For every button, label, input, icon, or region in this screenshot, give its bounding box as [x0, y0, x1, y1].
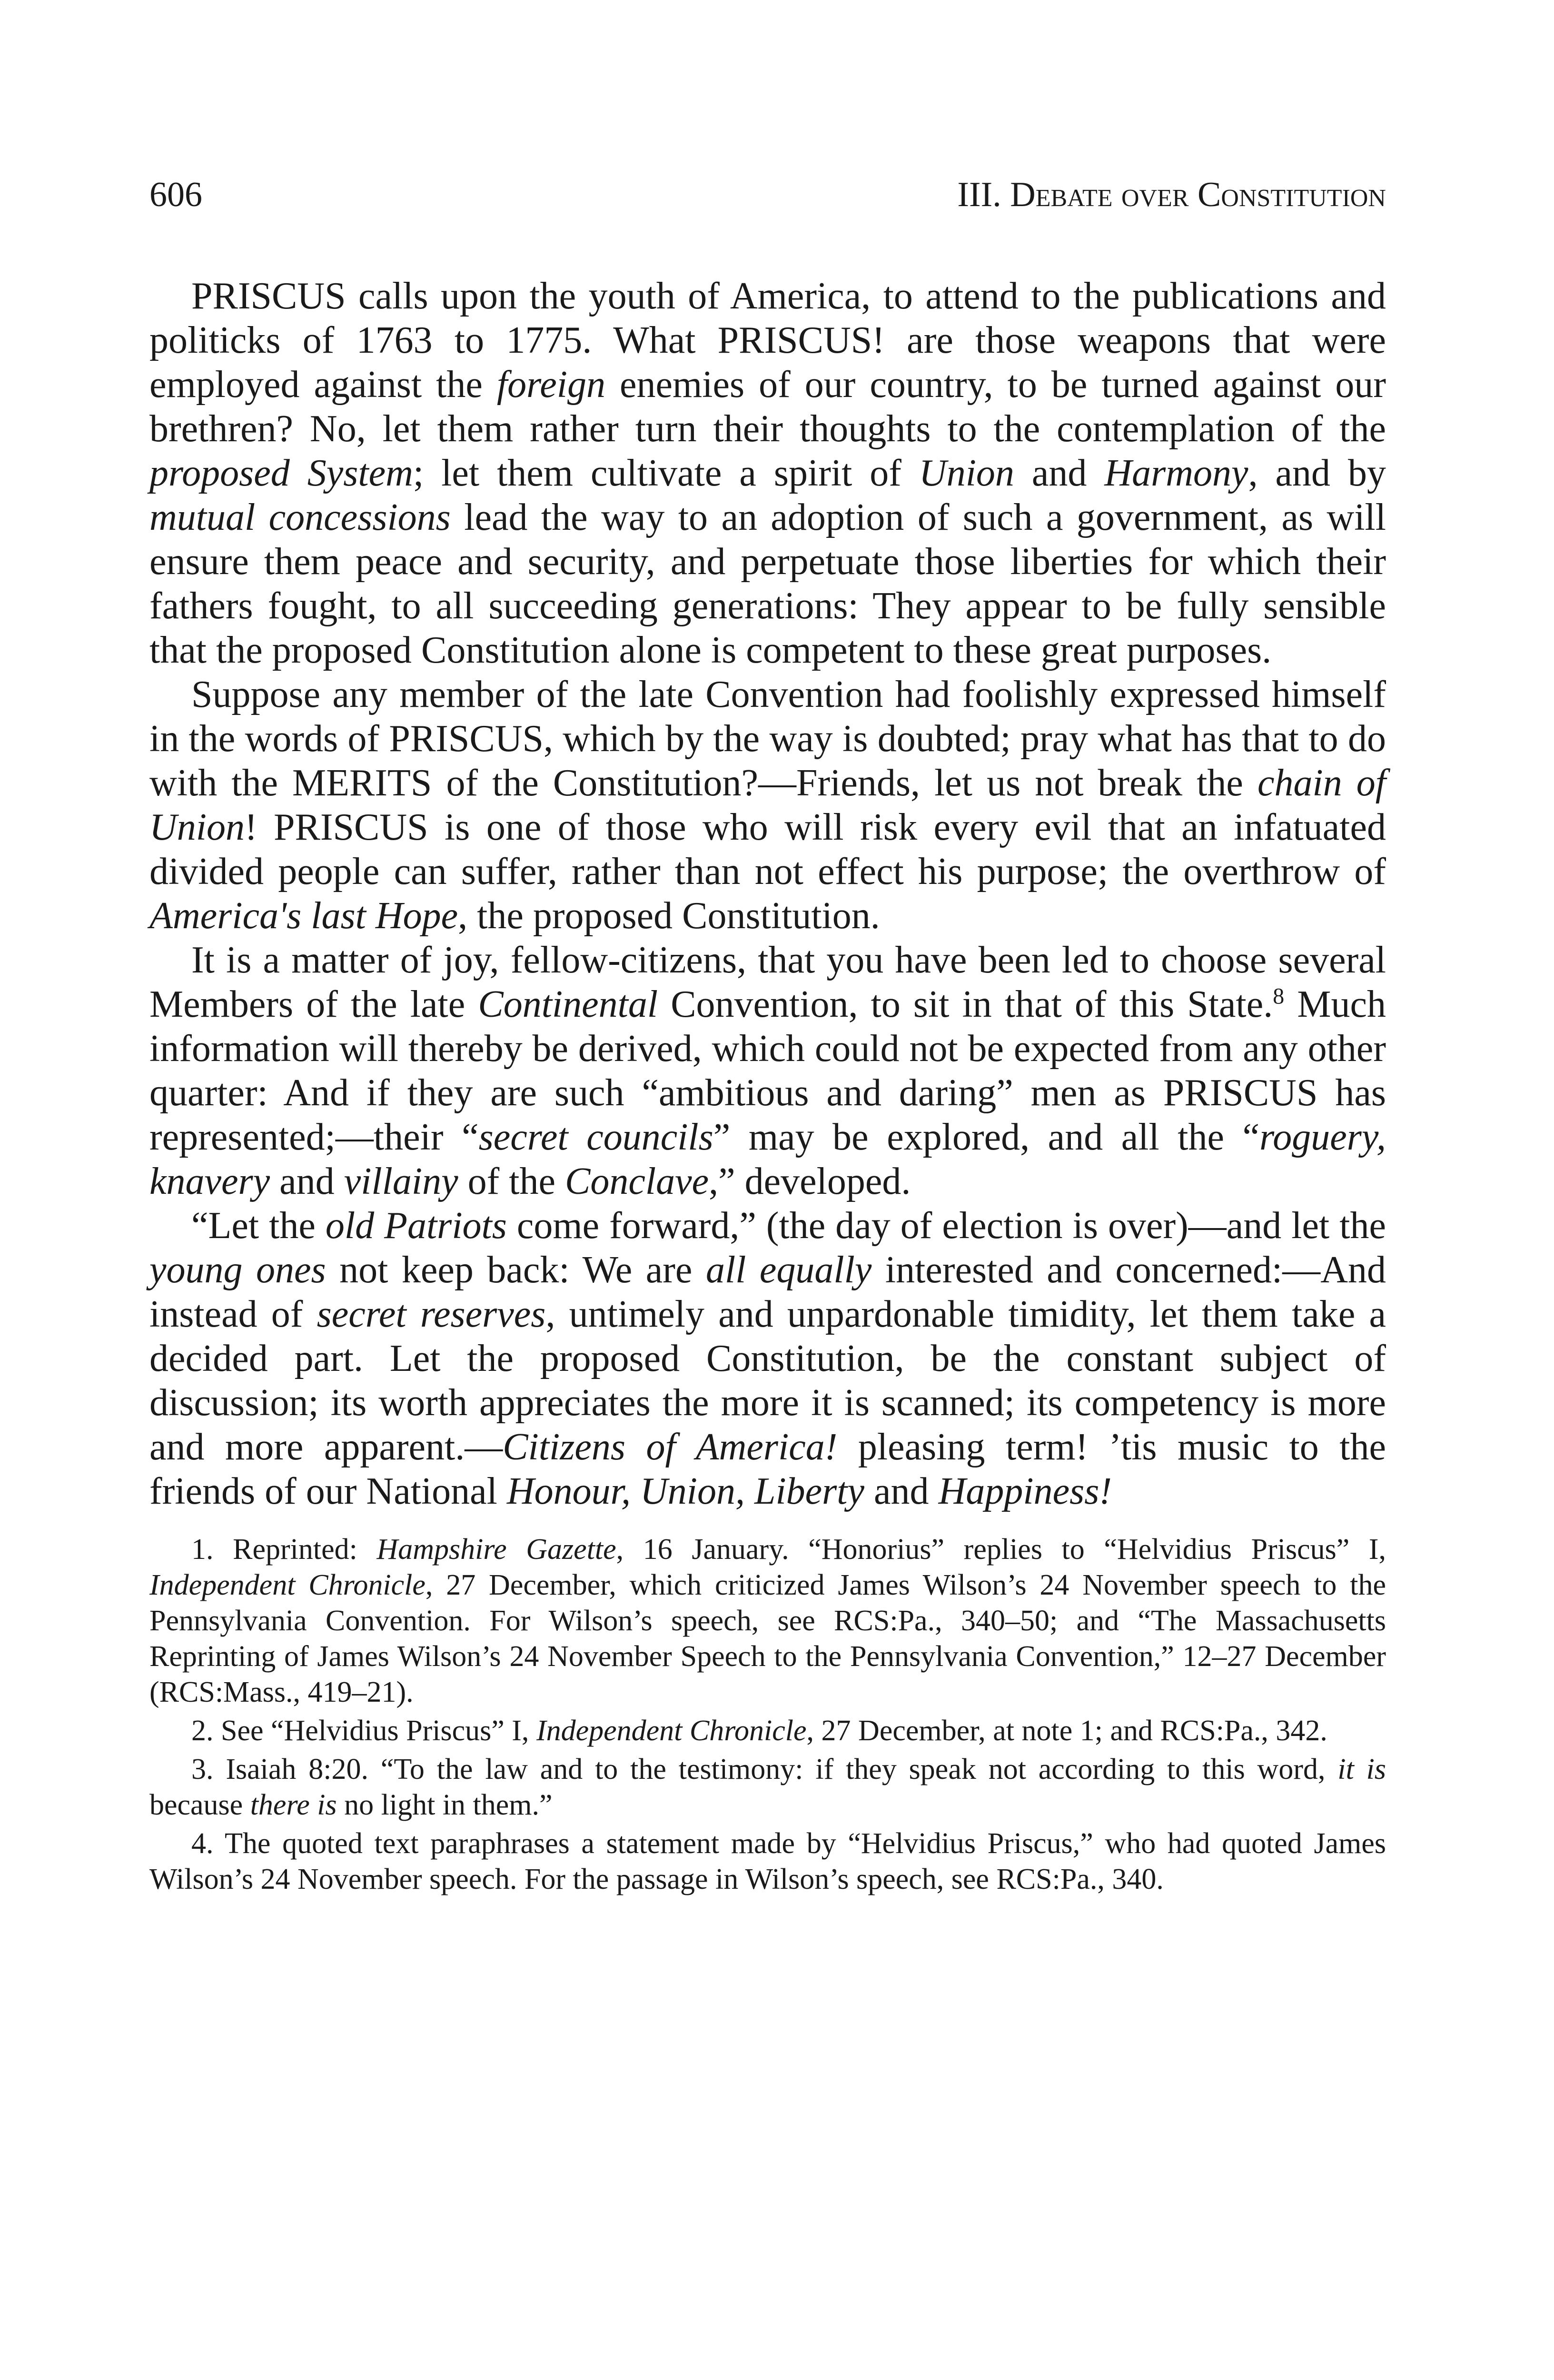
running-head — [149, 177, 1386, 212]
section-numeral: III. — [957, 175, 1001, 214]
body-text — [149, 274, 1386, 1514]
footnotes — [149, 1532, 1386, 1897]
section-title: Debate over Constitution — [1010, 175, 1386, 214]
paragraph-1: PRISCUS calls upon the youth of America, to attend to the publications and politicks of 1763 to 1775. What PRISCUS! are those weapons that were employed against the foreign enemies of our country, to be turned against our brethren? No, let them rather turn their thoughts to the contemplation of the proposed System; let them cultivate a spirit of Union and Harmony, and by mutual concessions lead the way to an adoption of such a government, as will ensure them peace and security, and perpetuate those liberties for which their fathers fought, to all succeeding generations: They appear to be fully sensible that the proposed Constitution alone is competent to these great purposes. — [149, 275, 1386, 671]
book-page — [149, 177, 1386, 1900]
footnote-ref-8: 8 — [1273, 983, 1285, 1009]
footnote-2: 2. See “Helvidius Priscus” I, Independent Chronicle, 27 December, at note 1; and RCS:Pa., 342. — [191, 1715, 1327, 1747]
footnote-1: 1. Reprinted: Hampshire Gazette, 16 January. “Honorius” replies to “Helvidius Priscus” I, Independent Chronicle, 27 December, which criticized James Wilson’s 24 November speech to the Pennsylvania Convention. For Wilson’s speech, see RCS:Pa., 340–50; and “The Massachusetts Reprinting of James Wilson’s 24 November Speech to the Pennsylvania Convention,” 12–27 December (RCS:Mass., 419–21). — [149, 1533, 1386, 1708]
footnote-3: 3. Isaiah 8:20. “To the law and to the testimony: if they speak not according to this word, it is because there is no light in them.” — [149, 1753, 1386, 1821]
page-number: 606 — [149, 175, 202, 214]
paragraph-3: It is a matter of joy, fellow-citizens, that you have been led to choose several Members of the late Continental Convention, to sit in that of this State.$^8$ Much information will thereby be derived, which could not be expected from any other quarter: And if they are such “ambitious and daring” men as PRISCUS has represented;—their “secret councils” may be explored, and all the “roguery, knavery and villainy of the Conclave,” developed. — [149, 939, 1386, 1202]
section-heading — [957, 177, 1386, 212]
paragraph-4: “Let the old Patriots come forward,” (the day of election is over)—and let the young ones not keep back: We are all equally interested and concerned:—And instead of secret reserves, untimely and unpardonable timidity, let them take a decided part. Let the proposed Constitution, be the constant subject of discussion; its worth appreciates the more it is scanned; its competency is more and more apparent.—Citizens of America! pleasing term! ’tis music to the friends of our National Honour, Union, Liberty and Happiness! — [149, 1205, 1386, 1512]
paragraph-2: Suppose any member of the late Convention had foolishly expressed himself in the words of PRISCUS, which by the way is doubted; pray what has that to do with the MERITS of the Constitution?—Friends, let us not break the chain of Union! PRISCUS is one of those who will risk every evil that an infatuated divided people can suffer, rather than not effect his purpose; the overthrow of America's last Hope, the proposed Constitution. — [149, 674, 1386, 937]
footnote-4: 4. The quoted text paraphrases a statement made by “Helvidius Priscus,” who had quoted James Wilson’s 24 November speech. For the passage in Wilson’s speech, see RCS:Pa., 340. — [149, 1827, 1386, 1895]
